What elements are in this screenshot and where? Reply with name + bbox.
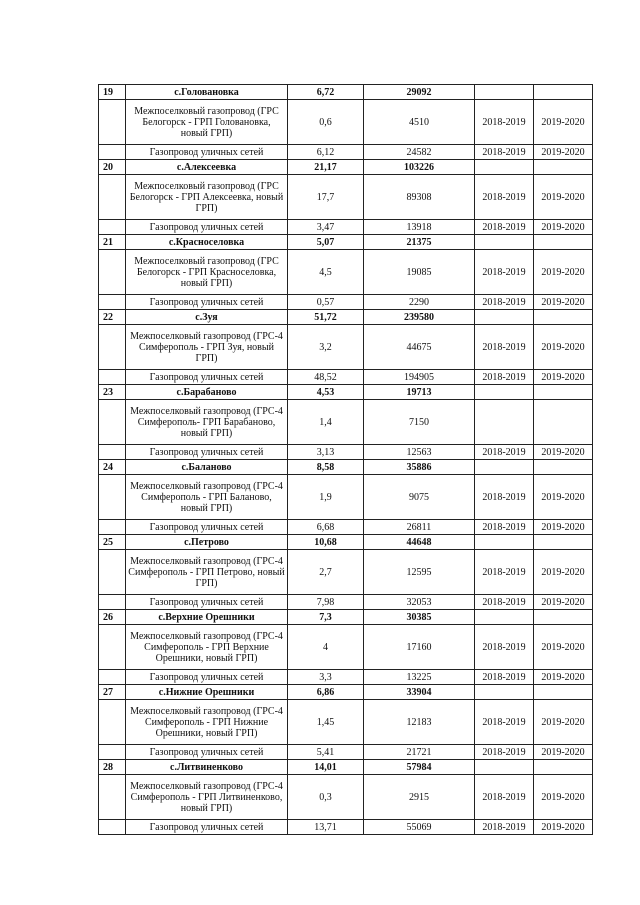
street-network-length: 6,68 bbox=[288, 520, 364, 535]
row-number: 26 bbox=[99, 610, 126, 625]
gas-pipeline-table bbox=[98, 84, 593, 835]
intersettlement-name: Межпоселковый газопровод (ГРС-4 Симферополь- ГРП Барабаново, новый ГРП) bbox=[126, 400, 288, 445]
row-number-empty bbox=[99, 670, 126, 685]
village-period-design bbox=[475, 685, 534, 700]
row-number-empty bbox=[99, 370, 126, 385]
intersettlement-cost: 19085 bbox=[364, 250, 475, 295]
street-network-cost: 13225 bbox=[364, 670, 475, 685]
row-number-empty bbox=[99, 625, 126, 670]
street-network-row bbox=[99, 370, 593, 385]
intersettlement-name: Межпоселковый газопровод (ГРС-4 Симферополь - ГРП Литвиненково, новый ГРП) bbox=[126, 775, 288, 820]
street-network-name: Газопровод уличных сетей bbox=[126, 145, 288, 160]
village-name: с.Головановка bbox=[126, 85, 288, 100]
village-period-build bbox=[534, 235, 593, 250]
street-network-cost: 2290 bbox=[364, 295, 475, 310]
village-cost: 19713 bbox=[364, 385, 475, 400]
intersettlement-period-design: 2018-2019 bbox=[475, 625, 534, 670]
village-cost: 44648 bbox=[364, 535, 475, 550]
street-network-cost: 12563 bbox=[364, 445, 475, 460]
street-network-cost: 21721 bbox=[364, 745, 475, 760]
street-network-period-build: 2019-2020 bbox=[534, 670, 593, 685]
village-length: 10,68 bbox=[288, 535, 364, 550]
village-row bbox=[99, 235, 593, 250]
village-name: с.Петрово bbox=[126, 535, 288, 550]
row-number-empty bbox=[99, 220, 126, 235]
street-network-row bbox=[99, 520, 593, 535]
intersettlement-period-design: 2018-2019 bbox=[475, 775, 534, 820]
village-name: с.Верхние Орешники bbox=[126, 610, 288, 625]
village-length: 14,01 bbox=[288, 760, 364, 775]
intersettlement-name: Межпоселковый газопровод (ГРС-4 Симферополь - ГРП Баланово, новый ГРП) bbox=[126, 475, 288, 520]
intersettlement-row bbox=[99, 250, 593, 295]
street-network-name: Газопровод уличных сетей bbox=[126, 670, 288, 685]
village-period-build bbox=[534, 385, 593, 400]
village-cost: 57984 bbox=[364, 760, 475, 775]
row-number-empty bbox=[99, 595, 126, 610]
village-cost: 21375 bbox=[364, 235, 475, 250]
intersettlement-period-build: 2019-2020 bbox=[534, 775, 593, 820]
village-period-build bbox=[534, 310, 593, 325]
street-network-name: Газопровод уличных сетей bbox=[126, 220, 288, 235]
village-row bbox=[99, 85, 593, 100]
village-period-design bbox=[475, 310, 534, 325]
intersettlement-length: 1,9 bbox=[288, 475, 364, 520]
street-network-cost: 32053 bbox=[364, 595, 475, 610]
street-network-period-design: 2018-2019 bbox=[475, 295, 534, 310]
street-network-row bbox=[99, 820, 593, 835]
village-period-design bbox=[475, 235, 534, 250]
intersettlement-row bbox=[99, 400, 593, 445]
street-network-name: Газопровод уличных сетей bbox=[126, 295, 288, 310]
village-row bbox=[99, 760, 593, 775]
village-name: с.Красноселовка bbox=[126, 235, 288, 250]
intersettlement-row bbox=[99, 475, 593, 520]
village-name: с.Нижние Орешники bbox=[126, 685, 288, 700]
intersettlement-name: Межпоселковый газопровод (ГРС-4 Симферополь - ГРП Верхние Орешники, новый ГРП) bbox=[126, 625, 288, 670]
village-period-build bbox=[534, 160, 593, 175]
intersettlement-period-build: 2019-2020 bbox=[534, 625, 593, 670]
street-network-length: 6,12 bbox=[288, 145, 364, 160]
intersettlement-row bbox=[99, 550, 593, 595]
intersettlement-row bbox=[99, 775, 593, 820]
intersettlement-cost: 12183 bbox=[364, 700, 475, 745]
street-network-period-design: 2018-2019 bbox=[475, 445, 534, 460]
intersettlement-length: 2,7 bbox=[288, 550, 364, 595]
intersettlement-name: Межпоселковый газопровод (ГРС Белогорск - ГРП Красноселовка, новый ГРП) bbox=[126, 250, 288, 295]
street-network-length: 5,41 bbox=[288, 745, 364, 760]
intersettlement-row bbox=[99, 175, 593, 220]
intersettlement-row bbox=[99, 100, 593, 145]
village-length: 5,07 bbox=[288, 235, 364, 250]
row-number-empty bbox=[99, 250, 126, 295]
street-network-length: 3,47 bbox=[288, 220, 364, 235]
street-network-name: Газопровод уличных сетей bbox=[126, 445, 288, 460]
intersettlement-period-build: 2019-2020 bbox=[534, 550, 593, 595]
village-period-design bbox=[475, 760, 534, 775]
intersettlement-length: 17,7 bbox=[288, 175, 364, 220]
intersettlement-cost: 4510 bbox=[364, 100, 475, 145]
village-period-build bbox=[534, 535, 593, 550]
street-network-period-design: 2018-2019 bbox=[475, 820, 534, 835]
street-network-row bbox=[99, 145, 593, 160]
intersettlement-row bbox=[99, 325, 593, 370]
intersettlement-length: 0,3 bbox=[288, 775, 364, 820]
street-network-period-design: 2018-2019 bbox=[475, 370, 534, 385]
intersettlement-length: 0,6 bbox=[288, 100, 364, 145]
row-number-empty bbox=[99, 745, 126, 760]
street-network-length: 13,71 bbox=[288, 820, 364, 835]
village-cost: 29092 bbox=[364, 85, 475, 100]
street-network-row bbox=[99, 220, 593, 235]
row-number-empty bbox=[99, 520, 126, 535]
row-number: 28 bbox=[99, 760, 126, 775]
row-number-empty bbox=[99, 775, 126, 820]
street-network-period-build: 2019-2020 bbox=[534, 145, 593, 160]
village-name: с.Литвиненково bbox=[126, 760, 288, 775]
street-network-period-design: 2018-2019 bbox=[475, 145, 534, 160]
intersettlement-cost: 9075 bbox=[364, 475, 475, 520]
row-number-empty bbox=[99, 295, 126, 310]
village-length: 21,17 bbox=[288, 160, 364, 175]
street-network-length: 7,98 bbox=[288, 595, 364, 610]
street-network-period-build: 2019-2020 bbox=[534, 295, 593, 310]
street-network-period-design: 2018-2019 bbox=[475, 220, 534, 235]
intersettlement-period-build: 2019-2020 bbox=[534, 100, 593, 145]
intersettlement-name: Межпоселковый газопровод (ГРС-4 Симферополь - ГРП Нижние Орешники, новый ГРП) bbox=[126, 700, 288, 745]
intersettlement-cost: 17160 bbox=[364, 625, 475, 670]
intersettlement-period-design bbox=[475, 400, 534, 445]
intersettlement-length: 4 bbox=[288, 625, 364, 670]
street-network-cost: 13918 bbox=[364, 220, 475, 235]
intersettlement-name: Межпоселковый газопровод (ГРС-4 Симферополь - ГРП Зуя, новый ГРП) bbox=[126, 325, 288, 370]
village-period-design bbox=[475, 160, 534, 175]
row-number-empty bbox=[99, 820, 126, 835]
row-number: 22 bbox=[99, 310, 126, 325]
table-body bbox=[99, 85, 593, 835]
street-network-cost: 24582 bbox=[364, 145, 475, 160]
intersettlement-period-build: 2019-2020 bbox=[534, 700, 593, 745]
village-period-build bbox=[534, 685, 593, 700]
street-network-name: Газопровод уличных сетей bbox=[126, 520, 288, 535]
village-period-design bbox=[475, 460, 534, 475]
village-name: с.Алексеевка bbox=[126, 160, 288, 175]
intersettlement-period-design: 2018-2019 bbox=[475, 475, 534, 520]
row-number: 24 bbox=[99, 460, 126, 475]
street-network-period-design: 2018-2019 bbox=[475, 520, 534, 535]
village-period-design bbox=[475, 535, 534, 550]
intersettlement-cost: 2915 bbox=[364, 775, 475, 820]
street-network-period-build: 2019-2020 bbox=[534, 370, 593, 385]
village-row bbox=[99, 385, 593, 400]
village-row bbox=[99, 535, 593, 550]
intersettlement-cost: 7150 bbox=[364, 400, 475, 445]
street-network-cost: 194905 bbox=[364, 370, 475, 385]
intersettlement-period-design: 2018-2019 bbox=[475, 100, 534, 145]
village-name: с.Баланово bbox=[126, 460, 288, 475]
village-period-design bbox=[475, 610, 534, 625]
village-length: 6,72 bbox=[288, 85, 364, 100]
row-number-empty bbox=[99, 700, 126, 745]
intersettlement-length: 1,45 bbox=[288, 700, 364, 745]
intersettlement-period-design: 2018-2019 bbox=[475, 700, 534, 745]
intersettlement-period-design: 2018-2019 bbox=[475, 550, 534, 595]
intersettlement-name: Межпоселковый газопровод (ГРС-4 Симферополь - ГРП Петрово, новый ГРП) bbox=[126, 550, 288, 595]
intersettlement-length: 4,5 bbox=[288, 250, 364, 295]
row-number: 19 bbox=[99, 85, 126, 100]
intersettlement-length: 3,2 bbox=[288, 325, 364, 370]
row-number-empty bbox=[99, 100, 126, 145]
street-network-row bbox=[99, 745, 593, 760]
street-network-period-design: 2018-2019 bbox=[475, 670, 534, 685]
village-row bbox=[99, 310, 593, 325]
street-network-period-build: 2019-2020 bbox=[534, 745, 593, 760]
row-number-empty bbox=[99, 400, 126, 445]
village-length: 7,3 bbox=[288, 610, 364, 625]
row-number-empty bbox=[99, 325, 126, 370]
street-network-period-build: 2019-2020 bbox=[534, 520, 593, 535]
street-network-cost: 26811 bbox=[364, 520, 475, 535]
intersettlement-period-build: 2019-2020 bbox=[534, 175, 593, 220]
village-period-build bbox=[534, 85, 593, 100]
street-network-row bbox=[99, 670, 593, 685]
intersettlement-period-design: 2018-2019 bbox=[475, 325, 534, 370]
street-network-period-build: 2019-2020 bbox=[534, 595, 593, 610]
row-number-empty bbox=[99, 445, 126, 460]
village-cost: 103226 bbox=[364, 160, 475, 175]
village-length: 4,53 bbox=[288, 385, 364, 400]
intersettlement-length: 1,4 bbox=[288, 400, 364, 445]
street-network-name: Газопровод уличных сетей bbox=[126, 595, 288, 610]
intersettlement-cost: 44675 bbox=[364, 325, 475, 370]
row-number: 23 bbox=[99, 385, 126, 400]
row-number: 21 bbox=[99, 235, 126, 250]
intersettlement-row bbox=[99, 625, 593, 670]
village-period-build bbox=[534, 610, 593, 625]
village-name: с.Зуя bbox=[126, 310, 288, 325]
village-period-build bbox=[534, 760, 593, 775]
village-cost: 35886 bbox=[364, 460, 475, 475]
intersettlement-period-build: 2019-2020 bbox=[534, 250, 593, 295]
intersettlement-cost: 89308 bbox=[364, 175, 475, 220]
village-period-build bbox=[534, 460, 593, 475]
street-network-name: Газопровод уличных сетей bbox=[126, 370, 288, 385]
street-network-length: 3,13 bbox=[288, 445, 364, 460]
street-network-period-build: 2019-2020 bbox=[534, 820, 593, 835]
intersettlement-name: Межпоселковый газопровод (ГРС Белогорск - ГРП Головановка, новый ГРП) bbox=[126, 100, 288, 145]
street-network-length: 48,52 bbox=[288, 370, 364, 385]
village-cost: 33904 bbox=[364, 685, 475, 700]
village-row bbox=[99, 460, 593, 475]
village-cost: 30385 bbox=[364, 610, 475, 625]
village-row bbox=[99, 160, 593, 175]
intersettlement-period-design: 2018-2019 bbox=[475, 250, 534, 295]
street-network-name: Газопровод уличных сетей bbox=[126, 745, 288, 760]
street-network-name: Газопровод уличных сетей bbox=[126, 820, 288, 835]
street-network-row bbox=[99, 595, 593, 610]
village-length: 8,58 bbox=[288, 460, 364, 475]
intersettlement-cost: 12595 bbox=[364, 550, 475, 595]
street-network-row bbox=[99, 445, 593, 460]
row-number-empty bbox=[99, 175, 126, 220]
intersettlement-period-build: 2019-2020 bbox=[534, 475, 593, 520]
row-number: 25 bbox=[99, 535, 126, 550]
street-network-period-design: 2018-2019 bbox=[475, 745, 534, 760]
village-period-design bbox=[475, 385, 534, 400]
village-name: с.Барабаново bbox=[126, 385, 288, 400]
row-number: 20 bbox=[99, 160, 126, 175]
village-period-design bbox=[475, 85, 534, 100]
row-number-empty bbox=[99, 475, 126, 520]
intersettlement-row bbox=[99, 700, 593, 745]
village-length: 51,72 bbox=[288, 310, 364, 325]
intersettlement-period-build: 2019-2020 bbox=[534, 325, 593, 370]
row-number-empty bbox=[99, 550, 126, 595]
street-network-period-build: 2019-2020 bbox=[534, 445, 593, 460]
village-length: 6,86 bbox=[288, 685, 364, 700]
intersettlement-period-design: 2018-2019 bbox=[475, 175, 534, 220]
street-network-length: 3,3 bbox=[288, 670, 364, 685]
village-cost: 239580 bbox=[364, 310, 475, 325]
village-row bbox=[99, 685, 593, 700]
row-number: 27 bbox=[99, 685, 126, 700]
street-network-row bbox=[99, 295, 593, 310]
street-network-period-design: 2018-2019 bbox=[475, 595, 534, 610]
row-number-empty bbox=[99, 145, 126, 160]
street-network-cost: 55069 bbox=[364, 820, 475, 835]
intersettlement-name: Межпоселковый газопровод (ГРС Белогорск - ГРП Алексеевка, новый ГРП) bbox=[126, 175, 288, 220]
street-network-length: 0,57 bbox=[288, 295, 364, 310]
street-network-period-build: 2019-2020 bbox=[534, 220, 593, 235]
intersettlement-period-build bbox=[534, 400, 593, 445]
village-row bbox=[99, 610, 593, 625]
